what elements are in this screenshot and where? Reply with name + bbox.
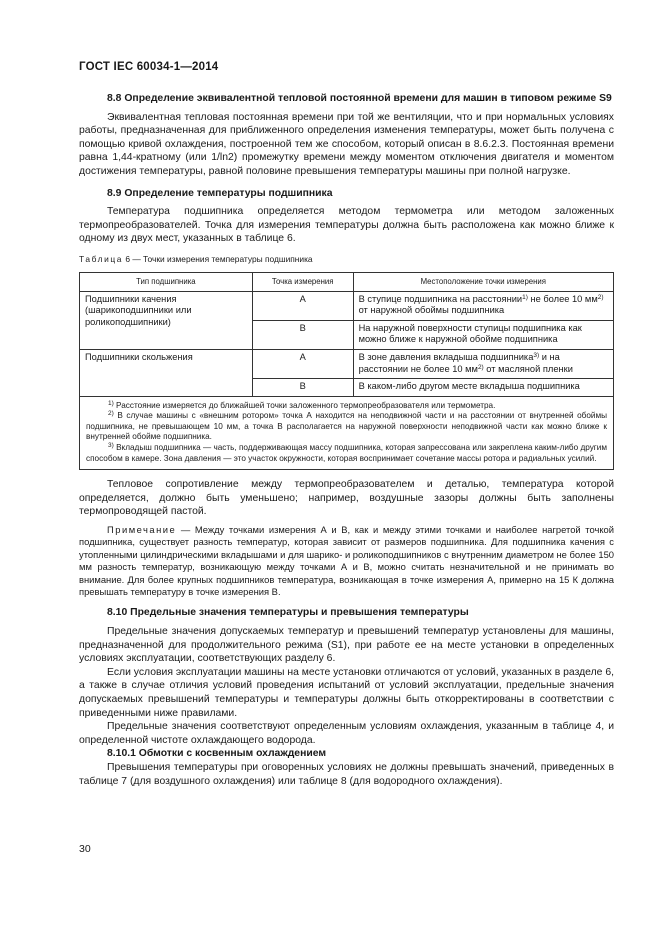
section-8-10-paragraph-1: Предельные значения допускаемых температур и превышений температур установлены для машины, предназначенной для продолжительного режима (S1), при работе ее на месте установки в определенных условиях эксплуатации, соответствующих разделу 6. <box>79 626 614 665</box>
page-number: 30 <box>79 843 91 855</box>
table-row <box>80 349 614 378</box>
column-header-bearing-type: Тип подшипника <box>80 272 253 291</box>
page-body <box>79 92 614 788</box>
table-cell-location: В каком-либо другом месте вкладыша подшипника <box>353 379 613 397</box>
note-text: — Между точками измерения А и В, как и между этими точками и наиболее нагретой точкой подшипника, существует разность температур, которая зависит от размеров подшипника. Для подшипника качения с утопленными цилиндрическими вкладышами и для шарико- и роликоподшипников с внутренним диаметром не более 150 мм разность температур, возникающую между точками А и В, можно считать незначительной и не принимать во внимание. Для более крупных подшипников температура, возникающая в точке измерения А, примерно на 15 К должна превышать температуру в точке измерения В. <box>79 524 615 598</box>
table-6 <box>79 272 614 470</box>
table-footnotes-row <box>80 396 614 470</box>
table-6-caption <box>79 254 614 265</box>
table-cell-location: В ступице подшипника на расстоянии$^{1)}$ не более 10 $мм^{2)}$ от наружной обоймы подшипника <box>353 291 613 320</box>
table-cell-point: В <box>252 320 353 349</box>
table-cell-bearing-type: Подшипники качения (шарикоподшипники или роликоподшипники) <box>80 291 253 349</box>
section-8-9-heading: 8.9 Определение температуры подшипника <box>107 187 333 199</box>
table-caption-label: Таблица <box>79 253 124 264</box>
table-cell-location: На наружной поверхности ступицы подшипника как можно ближе к наружной обойме подшипника <box>353 320 613 349</box>
note <box>79 524 614 598</box>
thermal-resistance-paragraph: Тепловое сопротивление между термопреобразователем и деталью, температура которой определяется, должно быть уменьшено; например, воздушные зазоры должны быть заполнены термопроводящей пастой. <box>79 479 614 518</box>
section-8-9-paragraph: Температура подшипника определяется методом термометра или методом заложенных термопреобразователей. Точка для измерения температуры должна быть расположена как можно ближе к одному из двух мест, указанных в таблице 6. <box>79 206 614 245</box>
table-header-row <box>80 272 614 291</box>
section-8-8-heading: 8.8 Определение эквивалентной тепловой постоянной времени для машин в типовом режиме S9 <box>107 93 612 104</box>
section-8-10-1-paragraph: Превышения температуры при оговоренных условиях не должны превышать значений, приведенных в таблице 7 (для воздушного охлаждения) или таблице 8 (для водородного охлаждения). <box>79 762 614 787</box>
note-label: Примечание <box>107 524 177 536</box>
table-cell-point: А <box>252 291 353 320</box>
table-cell-bearing-type: Подшипники скольжения <box>80 349 253 396</box>
document-header: ГОСТ IEC 60034-1—2014 <box>79 61 219 73</box>
table-cell-point: В <box>252 379 353 397</box>
section-8-10-paragraph-3: Предельные значения соответствуют определенным условиям охлаждения, указанным в таблице 4, и определенной чистоте охлаждающего водорода. <box>79 721 614 746</box>
column-header-measurement-point: Точка измерения <box>252 272 353 291</box>
table-cell-point: А <box>252 349 353 378</box>
section-8-8-paragraph: Эквивалентная тепловая постоянная времени при той же вентиляции, что и при нормальных условиях работы, предназначенная для приближенного определения изменения температуры, может быть получена с помощью кривой охлаждения, построенной тем же способом, который описан в 8.6.2.3. Постоянная времени равна 1,44-кратному (или 1/ln2) промежутку времени между моментом отключения двигателя и моментом достижения температуры, равной половине превышения температуры машины при полной нагрузке. <box>79 111 614 177</box>
table-footnotes <box>80 396 614 470</box>
section-8-10-paragraph-2: Если условия эксплуатации машины на месте установки отличаются от условий, указанных в разделе 6, а также в случае отличия условий проведения испытаний от условий эксплуатации, предельные значения допускаемых превышений температуры и температуры должны быть откорректированы в соответствии с приведенными ниже правилами. <box>79 666 614 719</box>
table-caption-text: 6 — Точки измерения температуры подшипника <box>123 253 313 264</box>
footnote: $^{2)}$ В случае машины с «внешним ротором» точка А находится на неподвижной части и на расстоянии от внутренней обоймы подшипника, не превышающем 10 мм, а точка В располагается на наружной поверхности неподвижной части как можно ближе к внутренней обойме подшипника. <box>86 410 607 442</box>
column-header-location: Местоположение точки измерения <box>353 272 613 291</box>
section-8-10-1-heading: 8.10.1 Обмотки с косвенным охлаждением <box>107 748 327 760</box>
footnote: $^{3)}$ Вкладыш подшипника — часть, поддерживающая массу подшипника, которая запрессована или закреплена каким-либо другим способом в камере. Зона давления — это участок окружности, которая воспринимает сочетание массы ротора и радиальных усилий. <box>86 442 607 463</box>
table-cell-location: В зоне давления вкладыша подшипника$^{3)}$ и на расстоянии не более 10 $мм^{2)}$ от масляной пленки <box>353 349 613 378</box>
section-8-10-heading: 8.10 Предельные значения температуры и превышения температуры <box>107 607 469 619</box>
footnote: $^{1)}$ Расстояние измеряется до ближайшей точки заложенного термопреобразователя или термометра. <box>108 399 496 410</box>
table-row <box>80 291 614 320</box>
